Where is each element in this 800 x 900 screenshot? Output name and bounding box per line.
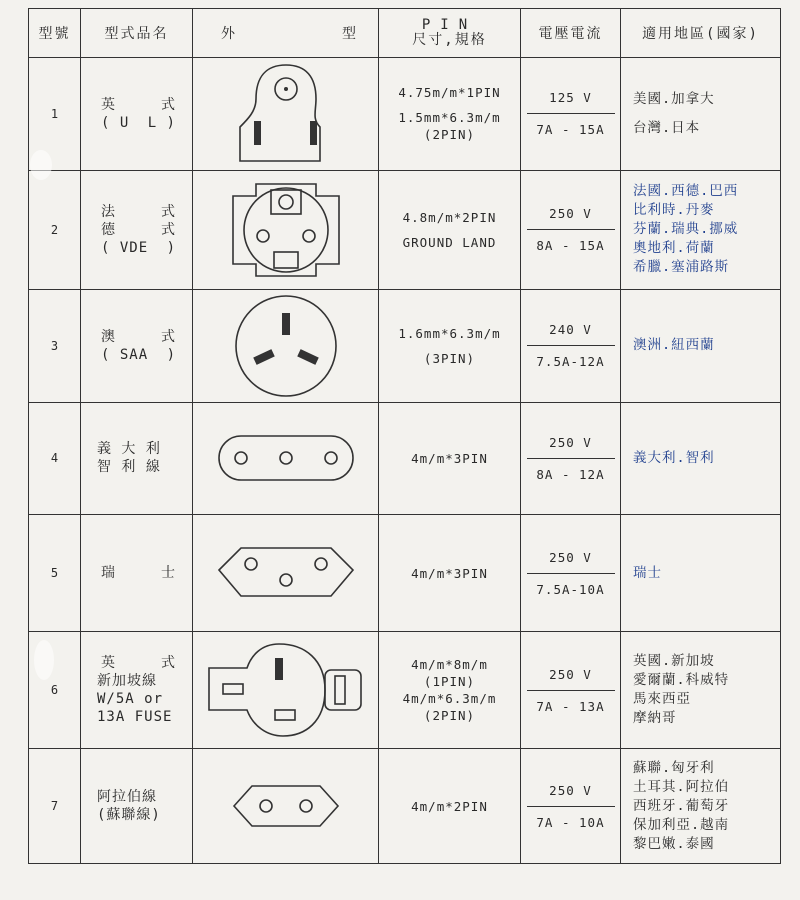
region-line: 奧地利.荷蘭 [633,240,715,257]
model-name-line: 阿拉伯線 [97,789,157,806]
region-line: 黎巴嫩.泰國 [633,835,715,852]
pin-spec-line: 4.8m/m*2PIN [402,209,497,225]
pin-spec-line: 4m/m*6.3m/m [402,691,497,707]
region-list [621,170,781,289]
plug-shape-cell [193,170,379,289]
pin-spec [379,402,521,515]
voltage-value: 250 V [549,666,592,682]
region-line: 西班牙.葡萄牙 [633,797,730,814]
current-range: 7A - 13A [536,698,605,714]
table-row [29,58,781,171]
pin-spec-line: (1PIN) [423,674,476,690]
current-range: 8A - 12A [536,466,605,482]
fraction-divider [527,458,615,459]
voltage-value: 250 V [549,782,592,798]
model-name [81,749,193,864]
model-name-line: 智 利 線 [97,459,161,476]
current-range: 8A - 15A [536,238,605,254]
fraction-divider [527,806,615,807]
model-name-line: W/5A or [97,691,164,708]
header-shape-left: 外 [221,26,237,42]
model-name-line: 瑞 士 [101,565,176,582]
region-line: 瑞士 [633,564,662,581]
model-name-line: 澳 式 [101,328,176,345]
table-header-row [29,9,781,58]
plug-shape-cell [193,402,379,515]
region-list [621,58,781,171]
region-list [621,515,781,632]
region-line: 法國.西德.巴西 [633,183,739,200]
model-name-line: 13A FUSE [97,709,173,726]
pin-spec-line [379,342,520,350]
pin-spec [379,58,521,171]
region-line: 美國.加拿大 [633,90,715,107]
model-name-line: 義 大 利 [97,441,161,458]
model-number: 1 [29,58,81,171]
pin-spec-line: 4m/m*3PIN [411,565,488,581]
header-region: 適用地區(國家) [621,9,781,58]
plug-spec-sheet [28,8,780,864]
region-line: 義大利.智利 [633,449,715,466]
current-range: 7.5A-12A [536,354,605,370]
pin-spec [379,515,521,632]
model-name-line: ( SAA ) [101,346,176,363]
pin-spec [379,749,521,864]
region-line: 芬蘭.瑞典.挪威 [633,221,739,238]
model-name [81,170,193,289]
table-row [29,515,781,632]
region-list [621,749,781,864]
model-name [81,58,193,171]
region-list [621,289,781,402]
header-model-no: 型號 [29,9,81,58]
plug-ul-drawing [226,59,346,169]
header-shape [193,9,379,58]
model-name [81,289,193,402]
plug-vde-drawing [211,174,361,286]
region-line: 蘇聯.匈牙利 [633,759,715,776]
voltage-value: 250 V [549,434,592,450]
region-line: 土耳其.阿拉伯 [633,778,730,795]
model-name [81,402,193,515]
model-name-line: ( VDE ) [101,239,176,256]
region-line: 希臘.塞浦路斯 [633,259,730,276]
fraction-divider [527,345,615,346]
header-pin-sub: 尺寸,規格 [412,32,487,48]
pin-spec-line: 1.6mm*6.3m/m [398,325,501,341]
model-number: 2 [29,170,81,289]
region-line: 保加利亞.越南 [633,816,730,833]
pin-spec-line: GROUND LAND [402,234,497,250]
plug-shape-cell [193,515,379,632]
voltage-value: 240 V [549,322,592,338]
table-row [29,632,781,749]
pin-spec-line: 1.5mm*6.3m/m [398,110,501,126]
paper-wear-mark [34,640,54,680]
pin-spec-line: 4m/m*3PIN [411,450,488,466]
pin-spec-line: 4m/m*8m/m [411,657,488,673]
model-name-line: 法 式 [101,203,176,220]
header-model-name: 型式品名 [81,9,193,58]
voltage-current [521,402,621,515]
table-row [29,402,781,515]
pin-spec-line: (2PIN) [423,127,476,143]
model-name-line: (蘇聯線) [97,807,161,824]
pin-spec [379,170,521,289]
region-line: 愛爾蘭.科威特 [633,672,730,689]
model-name-line: 新加坡線 [97,673,157,690]
fraction-divider [527,690,615,691]
voltage-value: 125 V [549,90,592,106]
model-number: 3 [29,289,81,402]
plug-saa-drawing [216,291,356,401]
model-name-line: 英 式 [101,96,176,113]
voltage-value: 250 V [549,206,592,222]
voltage-current [521,515,621,632]
region-line: 摩納哥 [633,710,677,727]
region-line: 比利時.丹麥 [633,202,715,219]
region-line: 澳洲.紐西蘭 [633,337,715,354]
model-name-line: 英 式 [101,655,176,672]
model-number: 6 [29,632,81,749]
current-range: 7A - 15A [536,122,605,138]
header-shape-right: 型 [342,26,358,42]
voltage-current [521,289,621,402]
region-line: 台灣.日本 [633,119,701,136]
model-name [81,632,193,749]
plug-shape-cell [193,632,379,749]
plug-swiss-drawing [211,540,361,606]
region-list [621,632,781,749]
model-name-line: ( U L ) [101,114,176,131]
header-pin [379,9,521,58]
region-line: 英國.新加坡 [633,653,715,670]
plug-shape-cell [193,289,379,402]
region-line: 馬來西亞 [633,691,691,708]
paper-wear-mark [30,150,52,180]
voltage-current [521,749,621,864]
plug-uk-drawing [201,638,371,742]
header-pin-title: PIN [421,17,478,33]
table-row [29,170,781,289]
current-range: 7A - 10A [536,814,605,830]
plug-italy-drawing [211,428,361,488]
pin-spec-line: 4.75m/m*1PIN [398,85,501,101]
fraction-divider [527,229,615,230]
plug-euro-drawing [226,778,346,834]
region-list [621,402,781,515]
header-voltage: 電壓電流 [521,9,621,58]
voltage-current [521,170,621,289]
pin-spec-line [379,226,520,234]
table-row [29,749,781,864]
model-name [81,515,193,632]
fraction-divider [527,573,615,574]
plug-shape-cell [193,749,379,864]
model-number: 7 [29,749,81,864]
current-range: 7.5A-10A [536,581,605,597]
model-name-line: 德 式 [101,221,176,238]
table-row [29,289,781,402]
fraction-divider [527,113,615,114]
voltage-current [521,58,621,171]
pin-spec [379,632,521,749]
pin-spec-line: 4m/m*2PIN [411,798,488,814]
pin-spec-line: (2PIN) [423,708,476,724]
model-number: 5 [29,515,81,632]
pin-spec-line [379,101,520,109]
plug-table [28,8,781,864]
pin-spec-line: (3PIN) [423,350,476,366]
model-number: 4 [29,402,81,515]
voltage-current [521,632,621,749]
region-line [633,109,774,119]
pin-spec [379,289,521,402]
plug-shape-cell [193,58,379,171]
voltage-value: 250 V [549,549,592,565]
